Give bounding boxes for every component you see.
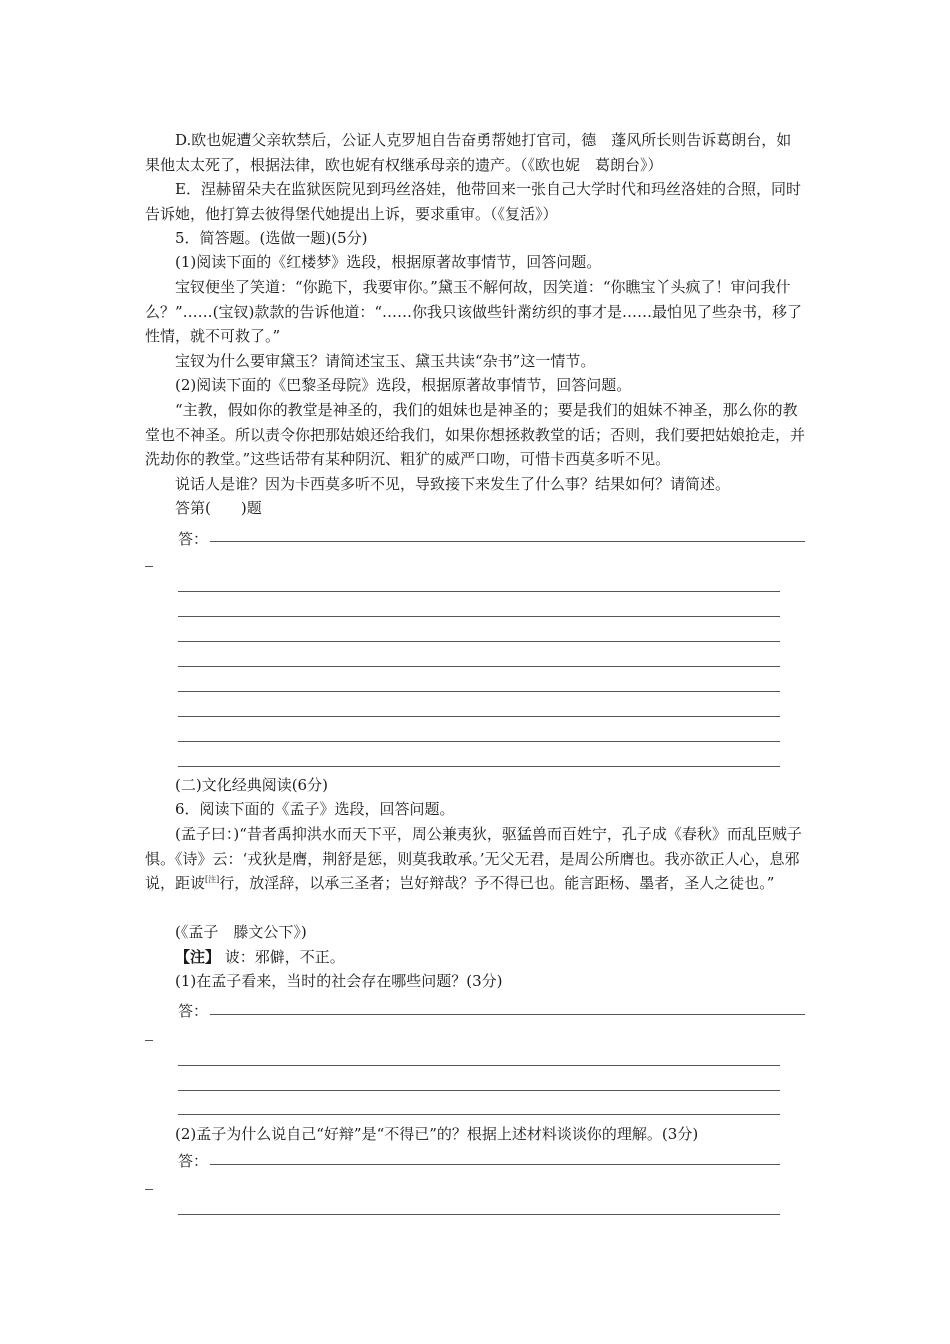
q6-sub2-answer-dash: [145, 1189, 153, 1190]
q6-sub2-answer-line[interactable]: [178, 1214, 780, 1215]
q5-part2-intro: (2)阅读下面的《巴黎圣母院》选段，根据原著故事情节，回答问题。: [175, 376, 632, 394]
q4-option-e: E．涅赫留朵夫在监狱医院见到玛丝洛娃，他带回来一张自己大学时代和玛丝洛娃的合照，同时告诉她，他打算去彼得堡代她提出上诉，要求重审。（《复活》）: [145, 180, 801, 223]
q6-source: (《孟子 滕文公下》): [175, 923, 307, 941]
q5-part1-question: 宝钗为什么要审黛玉？请简述宝玉、黛玉共读“杂书”这一情节。: [175, 352, 596, 370]
q5-answer-line[interactable]: [178, 641, 780, 642]
q5-choice-label: 答第( )题: [175, 499, 262, 517]
q6-sub1-answer-dash: [145, 1040, 153, 1041]
q6-note-marker: [注]: [205, 875, 220, 884]
q5-part1-intro: (1)阅读下面的《红楼梦》选段，根据原著故事情节，回答问题。: [175, 253, 602, 271]
q6-excerpt-part-a: (孟子曰：)“昔者禹抑洪水而天下平，周公兼夷狄，驱猛兽而百姓宁，孔子成《春秋》而乱臣贼子惧。《诗》云：‘戎狄是膺，荆舒是惩，则莫我敢承。’无父无君，是周公所膺也。我亦欲正人心，息邪说，距诐: [145, 825, 802, 892]
q5-part2-question: 说话人是谁？因为卡西莫多听不见，导致接下来发生了什么事？结果如何？请简述。: [175, 475, 731, 493]
q6-note: [145, 945, 805, 970]
q6-excerpt: [145, 822, 805, 896]
q5-answer-line[interactable]: [210, 541, 805, 542]
q6-note-text: 诐：邪僻，不正。: [224, 948, 345, 966]
q6-note-label: 【注】: [175, 948, 221, 966]
q6-sub1-question: (1)在孟子看来，当时的社会存在哪些问题？(3分): [175, 972, 503, 990]
q5-answer-line[interactable]: [178, 716, 780, 717]
q6-sub2-answer-label: 答：: [178, 1152, 209, 1170]
q6-sub1-answer-line[interactable]: [178, 1090, 780, 1091]
q5-part2-excerpt: “主教，假如你的教堂是神圣的，我们的姐妹也是神圣的；要是我们的姐妹不神圣，那么你的教堂也不神圣。所以责令你把那姑娘还给我们，如果你想拯救教堂的话；否则，我们要把姑娘抢走，并洗劫你的教堂。”这些话带有某种阴沉、粗犷的威严口吻，可惜卡西莫多听不见。: [145, 401, 806, 468]
q5-answer-line[interactable]: [178, 741, 780, 742]
q6-sub2-question: (2)孟子为什么说自己“好辩”是“不得已”的？根据上述材料谈谈你的理解。(3分): [175, 1125, 699, 1143]
q5-answer-label: 答：: [178, 530, 209, 548]
q6-title: 6．阅读下面的《孟子》选段，回答问题。: [175, 800, 455, 818]
q5-answer-line[interactable]: [178, 666, 780, 667]
q5-answer-line[interactable]: [178, 591, 780, 592]
q6-sub1-answer-line[interactable]: [178, 1065, 780, 1066]
q5-answer-line[interactable]: [178, 616, 780, 617]
q5-answer-line[interactable]: [178, 691, 780, 692]
q6-excerpt-part-b: 行，放淫辞，以承三圣者；岂好辩哉？予不得已也。能言距杨、墨者，圣人之徒也。”: [219, 874, 775, 892]
q6-sub1-answer-line[interactable]: [210, 1014, 805, 1015]
q4-option-d: D.欧也妮遭父亲软禁后，公证人克罗旭自告奋勇帮她打官司，德 蓬风所长则告诉葛朗台，如果他太太死了，根据法律，欧也妮有权继承母亲的遗产。（《欧也妮 葛朗台》）: [145, 131, 792, 174]
q5-title: 5．简答题。(选做一题)(5分): [175, 229, 368, 247]
q6-sub2-answer-line[interactable]: [210, 1164, 780, 1165]
q6-sub1-answer-line[interactable]: [178, 1114, 780, 1115]
q5-answer-line[interactable]: [178, 766, 780, 767]
section2-title: (二)文化经典阅读(6分): [175, 776, 328, 794]
q5-answer-dash: [145, 566, 153, 567]
q6-sub1-answer-label: 答：: [178, 1002, 209, 1020]
q5-part1-excerpt: 宝钗便坐了笑道：“你跪下，我要审你。”黛玉不解何故，因笑道：“你瞧宝丫头疯了！审问我什么？”……(宝钗)款款的告诉他道：“……你我只该做些针黹纺织的事才是……最怕见了些杂书，移了性情，就不可救了。”: [145, 278, 803, 345]
